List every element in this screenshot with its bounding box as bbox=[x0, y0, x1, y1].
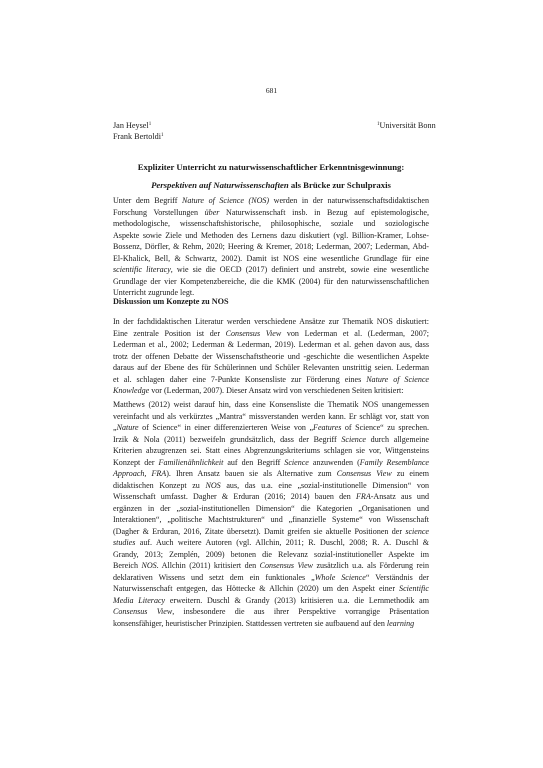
text-line bbox=[113, 362, 429, 374]
text-run: ). Ihren Ansatz bauen sie als Alternative zum bbox=[166, 469, 337, 478]
text-line bbox=[113, 618, 429, 630]
text-run: Bossenz, Dörfler, & Rehm, 2020; Heering & Kremer, 2018; Lederman, 2007; Lederman, Abd- bbox=[113, 242, 429, 251]
italic-text: Science bbox=[341, 434, 366, 444]
text-line bbox=[113, 572, 429, 584]
text-run: , wie sie die OECD (2017) definiert und anstrebt, sowie eine wesentliche bbox=[170, 265, 429, 274]
text-line bbox=[113, 411, 429, 423]
text-line bbox=[113, 230, 429, 242]
text-run: „ bbox=[113, 423, 117, 432]
author-2 bbox=[113, 131, 163, 142]
text-run: Lederman et al., 2002; Lederman & Lederman, 2019). Lederman et al. gehen davon aus, dass bbox=[113, 340, 429, 349]
text-run: , insbesondere die aus ihrer Perspektive vorrangige Präsentation bbox=[172, 607, 429, 616]
italic-text: NOS bbox=[205, 480, 221, 490]
text-line bbox=[113, 514, 429, 526]
text-line bbox=[113, 445, 429, 457]
text-line bbox=[113, 549, 429, 561]
text-run: Aspekte sowie Ziele und Methoden des Lernens dazu diskutiert (vgl. Billion-Kramer, Lohse- bbox=[113, 230, 429, 240]
italic-text: studies bbox=[113, 538, 136, 547]
text-run: von Lederman et al. (Lederman, 2007; bbox=[281, 328, 429, 338]
text-run: Eine zentrale Position ist der bbox=[113, 328, 226, 338]
text-line bbox=[113, 253, 429, 265]
italic-text: FRA bbox=[356, 492, 371, 501]
text-run: deklarativen Wissens und setzt dem ein funktionales „ bbox=[113, 572, 315, 582]
text-run: Naturwissenschaft insb. in Bezug auf epistemologische, bbox=[219, 207, 429, 217]
text-line bbox=[113, 328, 429, 340]
italic-text: Nature of Science (NOS) bbox=[181, 196, 270, 205]
text-run: vereinfacht und als verkürztes „Mantra“ missverstanden werden kann. Er schlägt vor, statt von bbox=[113, 411, 429, 421]
italic-text: scientific literacy bbox=[113, 265, 171, 274]
text-run: auf den Begriff bbox=[223, 457, 285, 467]
text-line bbox=[113, 385, 429, 397]
text-run: Irzik & Nola (2011) bezweifeln grundsätzlich, dass der Begriff bbox=[113, 434, 342, 444]
affiliation-mark: 1 bbox=[148, 122, 152, 127]
text-line bbox=[113, 468, 429, 480]
text-run: zusätzlich u.a. als Förderung rein bbox=[313, 561, 429, 570]
text-run: erweitern. Duschl & Grandy (2013) kritisieren u.a. die Lernmethodik am bbox=[165, 595, 430, 605]
text-line bbox=[113, 207, 429, 219]
text-run: Kriterien abzugrenzen sei. Statt eines Abgrenzungskriteriums schlagen sie vor, Wittgensteins bbox=[113, 446, 429, 455]
text-run: Unterricht zugrunde legt. bbox=[113, 288, 195, 297]
paper-title-line-1: Expliziter Unterricht zu naturwissenschaftlicher Erkenntnisgewinnung: bbox=[137, 162, 405, 172]
text-line bbox=[113, 595, 429, 607]
affiliation bbox=[377, 120, 436, 131]
text-line bbox=[113, 537, 429, 549]
text-run: vor (Lederman, 2007). Dieser Ansatz wird von verschiedenen Seiten kritisiert: bbox=[149, 386, 404, 395]
text-run: methodologische, wissenschaftshistorische, philosophische, soziale und soziologische bbox=[113, 219, 429, 228]
text-run: Wissenschaft umfasst. Dagher & Erduran (2016; 2014) bauen den bbox=[113, 492, 356, 501]
text-run: . Allchin (2011) kritisiert den bbox=[156, 561, 260, 570]
text-run: of Science“ zu sprechen. bbox=[341, 423, 430, 432]
text-run: Forschung Vorstellungen bbox=[113, 207, 205, 217]
text-run: In der fachdidaktischen Literatur werden verschiedene Ansätze zur Thematik NOS diskutiert: bbox=[113, 317, 429, 326]
italic-text: science bbox=[405, 526, 429, 536]
text-run: auf. Auch weitere Autoren (vgl. Allchin, 2011; R. Duschl, 2008; R. A. Duschl & bbox=[135, 538, 429, 547]
text-line bbox=[113, 218, 429, 230]
italic-text: Consensus View bbox=[336, 469, 392, 478]
title-rest: als Brücke zur Schulpraxis bbox=[288, 180, 391, 190]
italic-text: Approach, FRA bbox=[113, 469, 167, 478]
italic-text: Whole Science bbox=[314, 572, 366, 582]
text-run: ergänzen in der „sozial-institutionellen Dimension“ die Kategorien „Organisationen und bbox=[113, 503, 429, 513]
text-run: durch allgemeine bbox=[365, 434, 429, 444]
section-heading: Diskussion um Konzepte zu NOS bbox=[113, 297, 229, 306]
text-line bbox=[113, 480, 429, 492]
author-list bbox=[113, 120, 163, 142]
affiliation-name: Universität Bonn bbox=[379, 121, 436, 130]
page-number: 681 bbox=[265, 86, 278, 95]
text-line bbox=[113, 316, 429, 328]
paragraph-consensus-view bbox=[113, 316, 429, 397]
text-line bbox=[113, 374, 429, 386]
text-run: Konzept der bbox=[113, 457, 159, 467]
text-run: -Ansatz aus und bbox=[370, 492, 429, 501]
text-run: Matthews (2012) weist darauf hin, dass eine Konsensliste die Thematik NOS unangemessen bbox=[113, 400, 429, 409]
text-line bbox=[113, 606, 429, 618]
author-1 bbox=[113, 120, 163, 131]
italic-text: über bbox=[204, 207, 220, 217]
text-run: konsensfähiger, heuristischer Prinzipien. Stattdessen vertreten sie aufbauend auf den bbox=[113, 618, 387, 628]
text-run: Interaktionen“, „politische Machtstrukturen“ und „finanzielle Systeme“ von Wissenschaft bbox=[113, 515, 429, 524]
text-line bbox=[113, 526, 429, 538]
text-run: Grundlage der vier Kompetenzbereiche, die die KMK (2004) für den naturwissenschaftlichen bbox=[113, 276, 429, 286]
text-line bbox=[113, 491, 429, 503]
text-line bbox=[113, 276, 429, 288]
italic-text: Familienähnlichkeit bbox=[158, 457, 224, 467]
affiliation-mark: 1 bbox=[377, 122, 380, 127]
italic-text: Media Literacy bbox=[113, 595, 166, 605]
text-line bbox=[113, 422, 429, 434]
text-line bbox=[113, 457, 429, 469]
italic-text: Knowledge bbox=[113, 386, 150, 395]
text-line bbox=[113, 241, 429, 253]
paper-title-line-2 bbox=[113, 180, 429, 191]
text-line bbox=[113, 434, 429, 446]
italic-text: Consensus View bbox=[225, 328, 282, 338]
italic-text: Scientific bbox=[399, 584, 429, 593]
text-run: Bereich bbox=[113, 561, 142, 570]
text-run: werden in der naturwissenschaftsdidaktischen bbox=[269, 196, 429, 205]
text-run: trotz der offenen Debatte der Wissenschaftstheorie und -geschichte die wesentlichen Aspekte bbox=[113, 351, 429, 361]
text-run: et al. schlagen daher eine 7-Punkte Konsensliste zur Förderung eines bbox=[113, 374, 367, 384]
text-run: (Dagher & Erduran, 2016, Zitate übersetzt). Damit greifen sie aktuelle Positionen der bbox=[113, 526, 406, 536]
text-run: Grandy, 2013; Zemplén, 2009) betonen die Relevanz sozial-institutioneller Aspekte im bbox=[113, 549, 429, 559]
text-run: daraus auf der Ebene des für Schülerinnen und Schüler Relevanten unstrittig seien. Lederman bbox=[113, 363, 429, 372]
text-run: of Science“ in einer differenzierteren Weise von „ bbox=[138, 423, 314, 432]
text-run: Naturwissenschaft entgegen, das Höttecke & Allchin (2020) um den Aspekt einer bbox=[113, 584, 400, 593]
italic-text: Nature bbox=[116, 423, 139, 432]
text-run: “ Verständnis der bbox=[365, 572, 429, 582]
text-line bbox=[113, 583, 429, 595]
italic-text: Consensus View bbox=[259, 561, 314, 570]
italic-text: learning bbox=[386, 618, 415, 628]
italic-text: Consensus View bbox=[113, 607, 173, 616]
italic-text: NOS bbox=[141, 561, 157, 570]
text-line bbox=[113, 264, 429, 276]
italic-text: Science bbox=[284, 457, 309, 467]
title-italic-part: Perspektiven auf Naturwissenschaften bbox=[151, 180, 289, 190]
text-run: Unter dem Begriff bbox=[113, 196, 182, 205]
italic-text: Features bbox=[313, 423, 342, 432]
text-line bbox=[113, 503, 429, 515]
text-line bbox=[113, 399, 429, 411]
text-run: aus, das u.a. eine „sozial-institutionelle Dimension“ von bbox=[220, 480, 429, 490]
italic-text: Family Resemblance bbox=[359, 457, 430, 467]
text-run: El-Khalick, Bell, & Schwartz, 2002). Damit ist NOS eine wesentliche Grundlage für eine bbox=[113, 253, 429, 263]
text-run: didaktischen Konzept zu bbox=[113, 480, 206, 490]
text-line bbox=[113, 351, 429, 363]
text-line bbox=[113, 195, 429, 207]
affiliation-mark: 1 bbox=[160, 133, 164, 138]
author-name: Jan Heysel bbox=[113, 121, 149, 130]
text-run: zu einem bbox=[391, 469, 429, 478]
author-name: Frank Bertoldi bbox=[113, 132, 161, 141]
paragraph-intro bbox=[113, 195, 429, 299]
text-run: anzuwenden ( bbox=[308, 457, 360, 467]
paragraph-critique bbox=[113, 399, 429, 629]
text-line bbox=[113, 560, 429, 572]
italic-text: Nature of Science bbox=[366, 374, 429, 384]
text-line bbox=[113, 339, 429, 351]
